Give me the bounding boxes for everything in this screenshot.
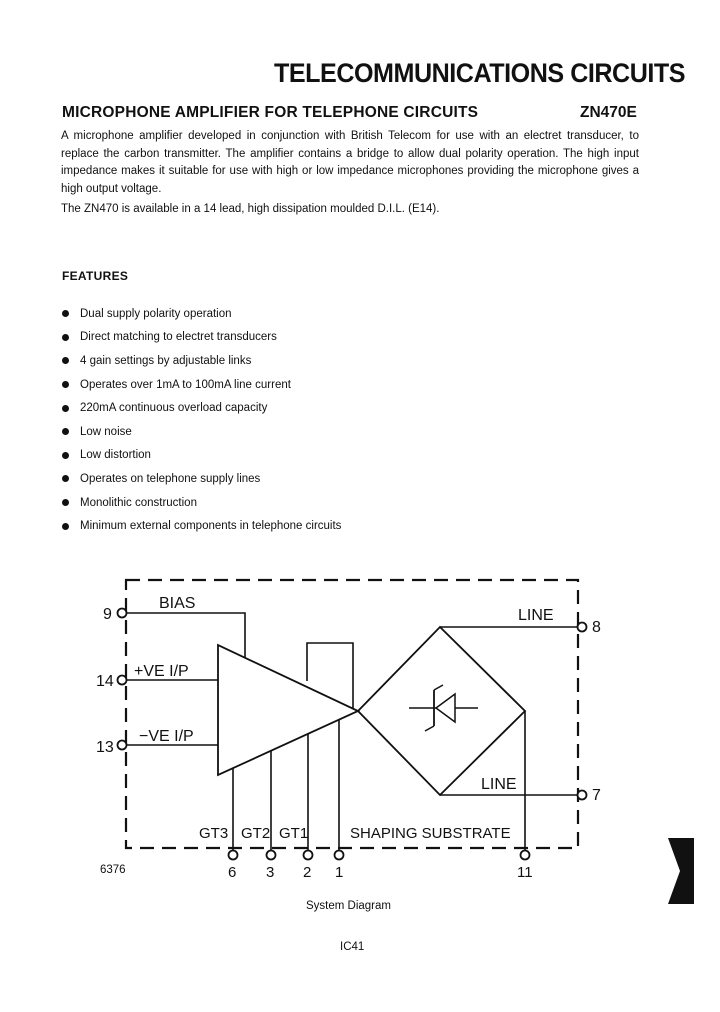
feature-text: Operates on telephone supply lines: [80, 472, 261, 485]
feature-text: Dual supply polarity operation: [80, 307, 232, 320]
pin-14-number: 14: [96, 673, 114, 690]
page-header-title: TELECOMMUNICATIONS CIRCUITS: [274, 58, 686, 88]
pin-13-terminal: [118, 741, 127, 750]
pin-8-terminal: [578, 623, 587, 632]
feature-text: 4 gain settings by adjustable links: [80, 354, 252, 367]
feature-text: Minimum external components in telephone circuits: [80, 520, 342, 533]
pin-9-number: 9: [103, 606, 112, 623]
neg-input-label: −VE I/P: [139, 728, 194, 745]
bias-label: BIAS: [159, 595, 196, 612]
figure-number: 6376: [100, 864, 126, 876]
diode-triangle: [436, 694, 455, 722]
pin-9-terminal: [118, 609, 127, 618]
amplifier-symbol: [218, 645, 358, 775]
line-bottom-label: LINE: [481, 776, 517, 793]
feature-text: Low noise: [80, 425, 132, 438]
shaping-substrate-label: SHAPING SUBSTRATE: [350, 825, 511, 842]
pin-3-terminal: [267, 851, 276, 860]
page-number: IC41: [340, 941, 365, 953]
feature-text: Direct matching to electret transducers: [80, 331, 277, 344]
description-paragraph-1: A microphone amplifier developed in conjunction with British Telecom for use with an electret transducer, to replace the carbon transmitter. The amplifier contains a bridge to allow dual polarity operation. The high input impedance makes it suitable for use with high or low impedance microphones providing the microphone gives a high output voltage.: [61, 130, 639, 195]
product-subtitle: MICROPHONE AMPLIFIER FOR TELEPHONE CIRCUITS: [62, 104, 479, 121]
page-edge-marker-icon: [668, 838, 694, 904]
gt2-label: GT2: [241, 825, 271, 842]
diagram-caption: System Diagram: [306, 900, 391, 912]
pin-1-terminal: [335, 851, 344, 860]
pin-7-terminal: [578, 791, 587, 800]
part-number: ZN470E: [580, 104, 637, 121]
line-top-label: LINE: [518, 607, 554, 624]
pin-6-terminal: [229, 851, 238, 860]
gt3-label: GT3: [199, 825, 229, 842]
pin-14-terminal: [118, 676, 127, 685]
pos-input-label: +VE I/P: [134, 663, 189, 680]
gt1-label: GT1: [279, 825, 309, 842]
pin-3-number: 3: [266, 864, 275, 881]
description-paragraph-2: The ZN470 is available in a 14 lead, high dissipation moulded D.I.L. (E14).: [61, 203, 440, 215]
pin-8-number: 8: [592, 619, 601, 636]
feature-text: Monolithic construction: [80, 496, 197, 509]
pin-2-number: 2: [303, 864, 312, 881]
pin-2-terminal: [304, 851, 313, 860]
diode-bar-tip-bottom: [425, 726, 434, 731]
pin-11-terminal: [521, 851, 530, 860]
pin-1-number: 1: [335, 864, 344, 881]
diode-bar-tip-top: [434, 685, 443, 690]
pin-7-number: 7: [592, 787, 601, 804]
pin-13-number: 13: [96, 739, 114, 756]
pin-11-number: 11: [517, 864, 533, 881]
pin-6-number: 6: [228, 864, 237, 881]
feature-text: Low distortion: [80, 449, 151, 462]
features-heading: FEATURES: [62, 269, 129, 283]
feature-text: Operates over 1mA to 100mA line current: [80, 378, 291, 391]
feature-text: 220mA continuous overload capacity: [80, 402, 268, 415]
